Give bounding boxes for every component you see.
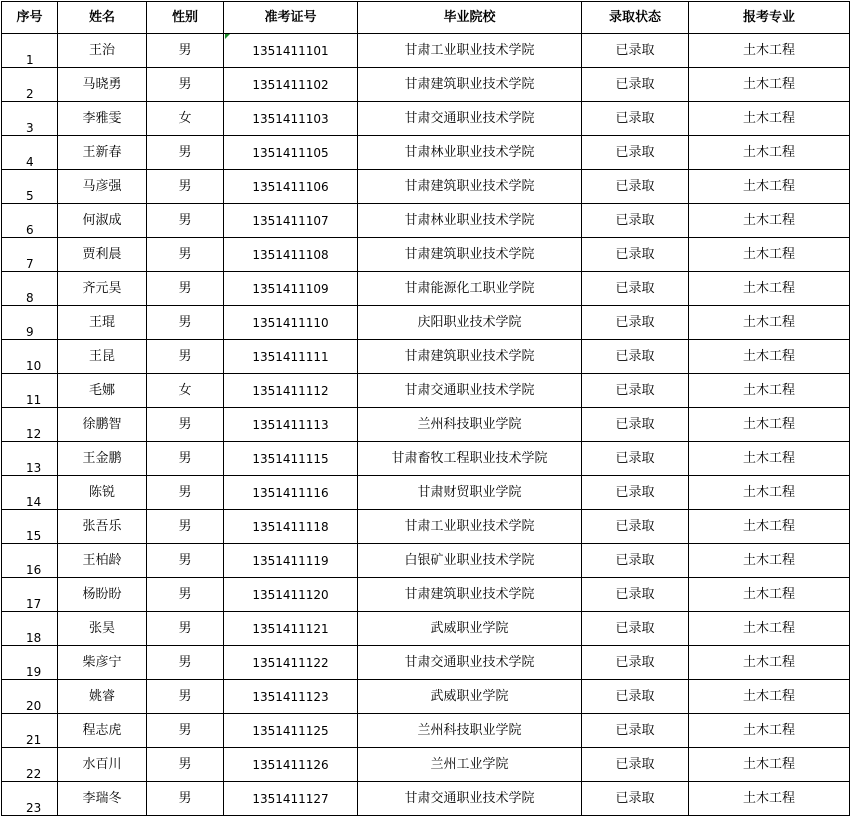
- cell-status[interactable]: 已录取: [582, 748, 689, 782]
- cell-major[interactable]: 土木工程: [689, 612, 850, 646]
- cell-status[interactable]: 已录取: [582, 238, 689, 272]
- cell-school[interactable]: 甘肃畜牧工程职业技术学院: [358, 442, 582, 476]
- cell-name[interactable]: 王柏龄: [58, 544, 147, 578]
- cell-exam-id[interactable]: 1351411119: [224, 544, 358, 578]
- cell-seq[interactable]: 3: [2, 102, 58, 136]
- cell-seq[interactable]: 14: [2, 476, 58, 510]
- cell-name[interactable]: 徐鹏智: [58, 408, 147, 442]
- cell-status[interactable]: 已录取: [582, 714, 689, 748]
- cell-school[interactable]: 甘肃财贸职业学院: [358, 476, 582, 510]
- cell-status[interactable]: 已录取: [582, 306, 689, 340]
- table-row: [2, 34, 850, 68]
- cell-major[interactable]: 土木工程: [689, 442, 850, 476]
- cell-name[interactable]: 水百川: [58, 748, 147, 782]
- cell-gender[interactable]: 男: [147, 476, 224, 510]
- table-row: [2, 272, 850, 306]
- cell-gender[interactable]: 男: [147, 578, 224, 612]
- cell-exam-id[interactable]: 1351411106: [224, 170, 358, 204]
- cell-seq[interactable]: 12: [2, 408, 58, 442]
- cell-major[interactable]: 土木工程: [689, 374, 850, 408]
- cell-exam-id[interactable]: 1351411110: [224, 306, 358, 340]
- cell-comment-marker: [225, 34, 230, 39]
- cell-gender[interactable]: 女: [147, 374, 224, 408]
- cell-gender[interactable]: 男: [147, 782, 224, 816]
- cell-name[interactable]: 王治: [58, 34, 147, 68]
- table-row: [2, 782, 850, 816]
- cell-name[interactable]: 张吾乐: [58, 510, 147, 544]
- cell-status[interactable]: 已录取: [582, 612, 689, 646]
- table-row: [2, 340, 850, 374]
- table-row: [2, 748, 850, 782]
- cell-gender[interactable]: 男: [147, 408, 224, 442]
- cell-major[interactable]: 土木工程: [689, 238, 850, 272]
- cell-exam-id[interactable]: 1351411109: [224, 272, 358, 306]
- cell-major[interactable]: 土木工程: [689, 544, 850, 578]
- table-row: [2, 612, 850, 646]
- cell-seq[interactable]: 13: [2, 442, 58, 476]
- admission-table: [1, 1, 850, 816]
- cell-exam-id[interactable]: 1351411112: [224, 374, 358, 408]
- cell-seq[interactable]: 1: [2, 34, 58, 68]
- cell-gender[interactable]: 男: [147, 340, 224, 374]
- cell-name[interactable]: 程志虎: [58, 714, 147, 748]
- cell-major[interactable]: 土木工程: [689, 680, 850, 714]
- cell-school[interactable]: 甘肃交通职业技术学院: [358, 102, 582, 136]
- col-header-gender[interactable]: 性别: [147, 2, 224, 34]
- table-row: [2, 476, 850, 510]
- cell-gender[interactable]: 男: [147, 34, 224, 68]
- table-row: [2, 408, 850, 442]
- cell-name[interactable]: 马晓勇: [58, 68, 147, 102]
- cell-name[interactable]: 何淑成: [58, 204, 147, 238]
- cell-status[interactable]: 已录取: [582, 782, 689, 816]
- cell-school[interactable]: 甘肃建筑职业技术学院: [358, 170, 582, 204]
- cell-status[interactable]: 已录取: [582, 374, 689, 408]
- table-row: [2, 646, 850, 680]
- cell-name[interactable]: 王琨: [58, 306, 147, 340]
- cell-school[interactable]: 甘肃交通职业技术学院: [358, 782, 582, 816]
- cell-status[interactable]: 已录取: [582, 340, 689, 374]
- table-row: [2, 306, 850, 340]
- cell-gender[interactable]: 女: [147, 102, 224, 136]
- cell-major[interactable]: 土木工程: [689, 510, 850, 544]
- cell-school[interactable]: 甘肃建筑职业技术学院: [358, 68, 582, 102]
- cell-school[interactable]: 兰州工业学院: [358, 748, 582, 782]
- table-row: [2, 238, 850, 272]
- cell-school[interactable]: 兰州科技职业学院: [358, 714, 582, 748]
- cell-school[interactable]: 甘肃林业职业技术学院: [358, 204, 582, 238]
- cell-school[interactable]: 甘肃工业职业技术学院: [358, 34, 582, 68]
- cell-status[interactable]: 已录取: [582, 272, 689, 306]
- table-row: [2, 136, 850, 170]
- cell-exam-id[interactable]: 1351411116: [224, 476, 358, 510]
- cell-name[interactable]: 王新春: [58, 136, 147, 170]
- cell-school[interactable]: 甘肃建筑职业技术学院: [358, 340, 582, 374]
- cell-name[interactable]: 李瑞冬: [58, 782, 147, 816]
- cell-gender[interactable]: 男: [147, 204, 224, 238]
- table-row: [2, 102, 850, 136]
- cell-school[interactable]: 武威职业学院: [358, 612, 582, 646]
- cell-major[interactable]: 土木工程: [689, 136, 850, 170]
- cell-gender[interactable]: 男: [147, 170, 224, 204]
- cell-status[interactable]: 已录取: [582, 170, 689, 204]
- cell-gender[interactable]: 男: [147, 238, 224, 272]
- table-row: [2, 714, 850, 748]
- cell-name[interactable]: 马彦强: [58, 170, 147, 204]
- cell-exam-id[interactable]: 1351411101: [224, 34, 358, 68]
- cell-exam-id[interactable]: 1351411118: [224, 510, 358, 544]
- cell-seq[interactable]: 19: [2, 646, 58, 680]
- col-header-major[interactable]: 报考专业: [689, 2, 850, 34]
- cell-exam-id[interactable]: 1351411105: [224, 136, 358, 170]
- cell-seq[interactable]: 20: [2, 680, 58, 714]
- cell-school[interactable]: 甘肃交通职业技术学院: [358, 646, 582, 680]
- cell-status[interactable]: 已录取: [582, 544, 689, 578]
- cell-seq[interactable]: 18: [2, 612, 58, 646]
- cell-school[interactable]: 甘肃工业职业技术学院: [358, 510, 582, 544]
- table-row: [2, 510, 850, 544]
- cell-major[interactable]: 土木工程: [689, 170, 850, 204]
- cell-seq[interactable]: 2: [2, 68, 58, 102]
- cell-exam-id[interactable]: 1351411122: [224, 646, 358, 680]
- cell-gender[interactable]: 男: [147, 748, 224, 782]
- cell-exam-id[interactable]: 1351411123: [224, 680, 358, 714]
- cell-exam-id[interactable]: 1351411107: [224, 204, 358, 238]
- cell-school[interactable]: 武威职业学院: [358, 680, 582, 714]
- cell-major[interactable]: 土木工程: [689, 204, 850, 238]
- cell-status[interactable]: 已录取: [582, 510, 689, 544]
- cell-major[interactable]: 土木工程: [689, 34, 850, 68]
- cell-status[interactable]: 已录取: [582, 442, 689, 476]
- cell-major[interactable]: 土木工程: [689, 102, 850, 136]
- table-row: [2, 578, 850, 612]
- cell-name[interactable]: 李雅雯: [58, 102, 147, 136]
- cell-major[interactable]: 土木工程: [689, 578, 850, 612]
- cell-major[interactable]: 土木工程: [689, 748, 850, 782]
- cell-gender[interactable]: 男: [147, 510, 224, 544]
- cell-school[interactable]: 兰州科技职业学院: [358, 408, 582, 442]
- cell-major[interactable]: 土木工程: [689, 782, 850, 816]
- table-row: [2, 374, 850, 408]
- cell-name[interactable]: 毛娜: [58, 374, 147, 408]
- table-row: [2, 170, 850, 204]
- cell-exam-id[interactable]: 1351411111: [224, 340, 358, 374]
- cell-major[interactable]: 土木工程: [689, 646, 850, 680]
- cell-exam-id[interactable]: 1351411125: [224, 714, 358, 748]
- cell-name[interactable]: 王昆: [58, 340, 147, 374]
- cell-seq[interactable]: 16: [2, 544, 58, 578]
- cell-name[interactable]: 贾利晨: [58, 238, 147, 272]
- cell-seq[interactable]: 15: [2, 510, 58, 544]
- cell-exam-id[interactable]: 1351411121: [224, 612, 358, 646]
- cell-seq[interactable]: 21: [2, 714, 58, 748]
- cell-exam-id[interactable]: 1351411115: [224, 442, 358, 476]
- cell-seq[interactable]: 10: [2, 340, 58, 374]
- cell-major[interactable]: 土木工程: [689, 68, 850, 102]
- table-row: [2, 544, 850, 578]
- cell-seq[interactable]: 5: [2, 170, 58, 204]
- cell-school[interactable]: 甘肃交通职业技术学院: [358, 374, 582, 408]
- cell-school[interactable]: 甘肃林业职业技术学院: [358, 136, 582, 170]
- cell-major[interactable]: 土木工程: [689, 306, 850, 340]
- cell-exam-id[interactable]: 1351411120: [224, 578, 358, 612]
- cell-seq[interactable]: 22: [2, 748, 58, 782]
- cell-gender[interactable]: 男: [147, 306, 224, 340]
- cell-status[interactable]: 已录取: [582, 680, 689, 714]
- cell-status[interactable]: 已录取: [582, 68, 689, 102]
- cell-exam-id[interactable]: 1351411103: [224, 102, 358, 136]
- cell-gender[interactable]: 男: [147, 272, 224, 306]
- cell-seq[interactable]: 17: [2, 578, 58, 612]
- cell-seq[interactable]: 23: [2, 782, 58, 816]
- cell-status[interactable]: 已录取: [582, 102, 689, 136]
- cell-status[interactable]: 已录取: [582, 204, 689, 238]
- cell-gender[interactable]: 男: [147, 646, 224, 680]
- cell-seq[interactable]: 6: [2, 204, 58, 238]
- cell-exam-id[interactable]: 1351411126: [224, 748, 358, 782]
- cell-major[interactable]: 土木工程: [689, 476, 850, 510]
- cell-name[interactable]: 柴彦宁: [58, 646, 147, 680]
- table-row: [2, 204, 850, 238]
- cell-major[interactable]: 土木工程: [689, 714, 850, 748]
- table-row: [2, 68, 850, 102]
- col-header-school[interactable]: 毕业院校: [358, 2, 582, 34]
- cell-name[interactable]: 姚睿: [58, 680, 147, 714]
- cell-gender[interactable]: 男: [147, 612, 224, 646]
- cell-school[interactable]: 庆阳职业技术学院: [358, 306, 582, 340]
- cell-seq[interactable]: 11: [2, 374, 58, 408]
- cell-exam-id[interactable]: 1351411108: [224, 238, 358, 272]
- cell-seq[interactable]: 9: [2, 306, 58, 340]
- col-header-exam-id[interactable]: 准考证号: [224, 2, 358, 34]
- table-row: [2, 442, 850, 476]
- cell-name[interactable]: 杨盼盼: [58, 578, 147, 612]
- header-row: [2, 2, 850, 34]
- cell-name[interactable]: 张昊: [58, 612, 147, 646]
- cell-school[interactable]: 甘肃建筑职业技术学院: [358, 578, 582, 612]
- cell-exam-id[interactable]: 1351411113: [224, 408, 358, 442]
- cell-status[interactable]: 已录取: [582, 646, 689, 680]
- cell-exam-id[interactable]: 1351411102: [224, 68, 358, 102]
- cell-gender[interactable]: 男: [147, 544, 224, 578]
- cell-major[interactable]: 土木工程: [689, 408, 850, 442]
- cell-status[interactable]: 已录取: [582, 476, 689, 510]
- cell-seq[interactable]: 4: [2, 136, 58, 170]
- cell-gender[interactable]: 男: [147, 68, 224, 102]
- cell-seq[interactable]: 8: [2, 272, 58, 306]
- cell-status[interactable]: 已录取: [582, 408, 689, 442]
- cell-status[interactable]: 已录取: [582, 34, 689, 68]
- table-row: [2, 680, 850, 714]
- cell-gender[interactable]: 男: [147, 714, 224, 748]
- cell-school[interactable]: 甘肃建筑职业技术学院: [358, 238, 582, 272]
- cell-status[interactable]: 已录取: [582, 136, 689, 170]
- cell-exam-id[interactable]: 1351411127: [224, 782, 358, 816]
- cell-gender[interactable]: 男: [147, 136, 224, 170]
- cell-name[interactable]: 陈锐: [58, 476, 147, 510]
- cell-gender[interactable]: 男: [147, 680, 224, 714]
- cell-name[interactable]: 王金鹏: [58, 442, 147, 476]
- col-header-seq[interactable]: 序号: [2, 2, 58, 34]
- cell-seq[interactable]: 7: [2, 238, 58, 272]
- cell-major[interactable]: 土木工程: [689, 340, 850, 374]
- cell-school[interactable]: 甘肃能源化工职业学院: [358, 272, 582, 306]
- col-header-status[interactable]: 录取状态: [582, 2, 689, 34]
- cell-status[interactable]: 已录取: [582, 578, 689, 612]
- cell-school[interactable]: 白银矿业职业技术学院: [358, 544, 582, 578]
- col-header-name[interactable]: 姓名: [58, 2, 147, 34]
- cell-major[interactable]: 土木工程: [689, 272, 850, 306]
- cell-name[interactable]: 齐元昊: [58, 272, 147, 306]
- cell-gender[interactable]: 男: [147, 442, 224, 476]
